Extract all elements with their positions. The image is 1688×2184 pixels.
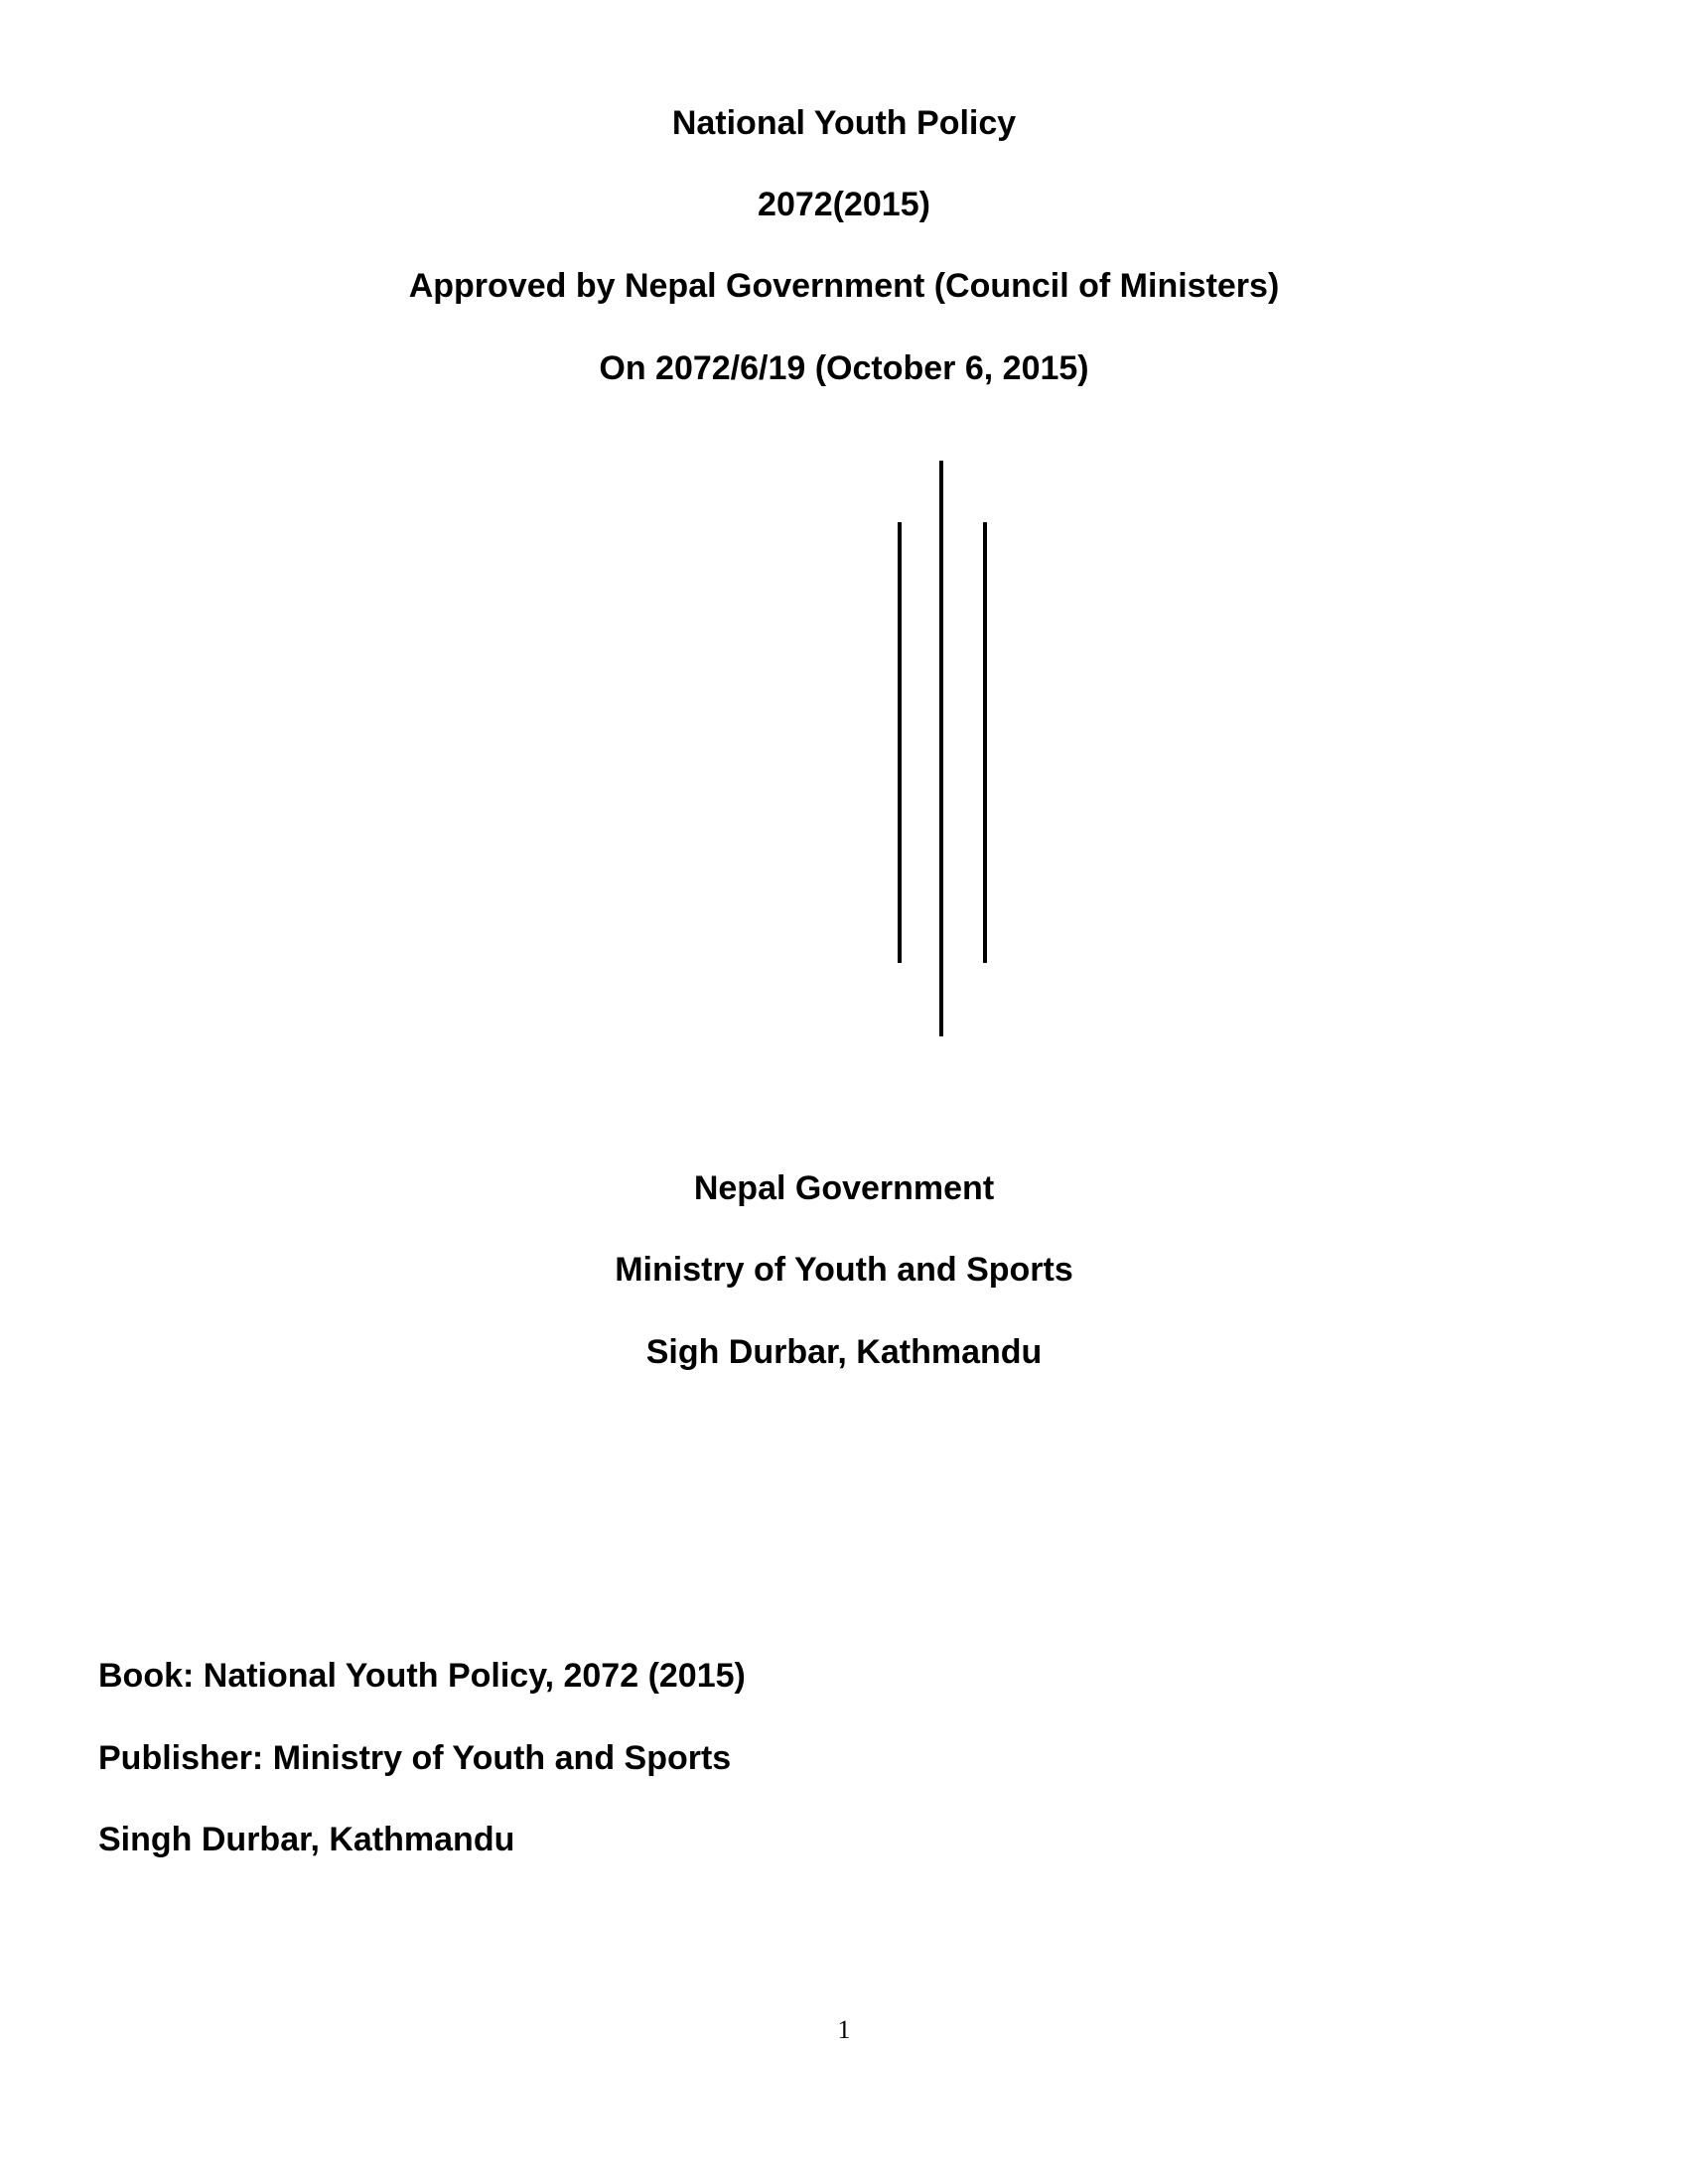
document-title: National Youth Policy <box>671 104 1017 142</box>
emblem-left-line <box>898 522 902 963</box>
book-line: Book: National Youth Policy, 2072 (2015) <box>98 1657 746 1695</box>
publisher-address-line: Singh Durbar, Kathmandu <box>98 1821 515 1858</box>
publisher-line: Publisher: Ministry of Youth and Sports <box>98 1739 732 1777</box>
approval-date: On 2072/6/19 (October 6, 2015) <box>599 349 1089 387</box>
emblem-center-line <box>939 461 943 1036</box>
government-name: Nepal Government <box>693 1169 995 1207</box>
page-number: 1 <box>837 2015 851 2044</box>
three-vertical-lines-emblem-icon <box>884 461 993 1036</box>
ministry-name: Ministry of Youth and Sports <box>615 1251 1073 1289</box>
approval-statement: Approved by Nepal Government (Council of Ministers) <box>408 267 1280 305</box>
emblem-right-line <box>983 522 987 963</box>
ministry-address: Sigh Durbar, Kathmandu <box>645 1333 1043 1371</box>
document-year: 2072(2015) <box>758 186 930 223</box>
